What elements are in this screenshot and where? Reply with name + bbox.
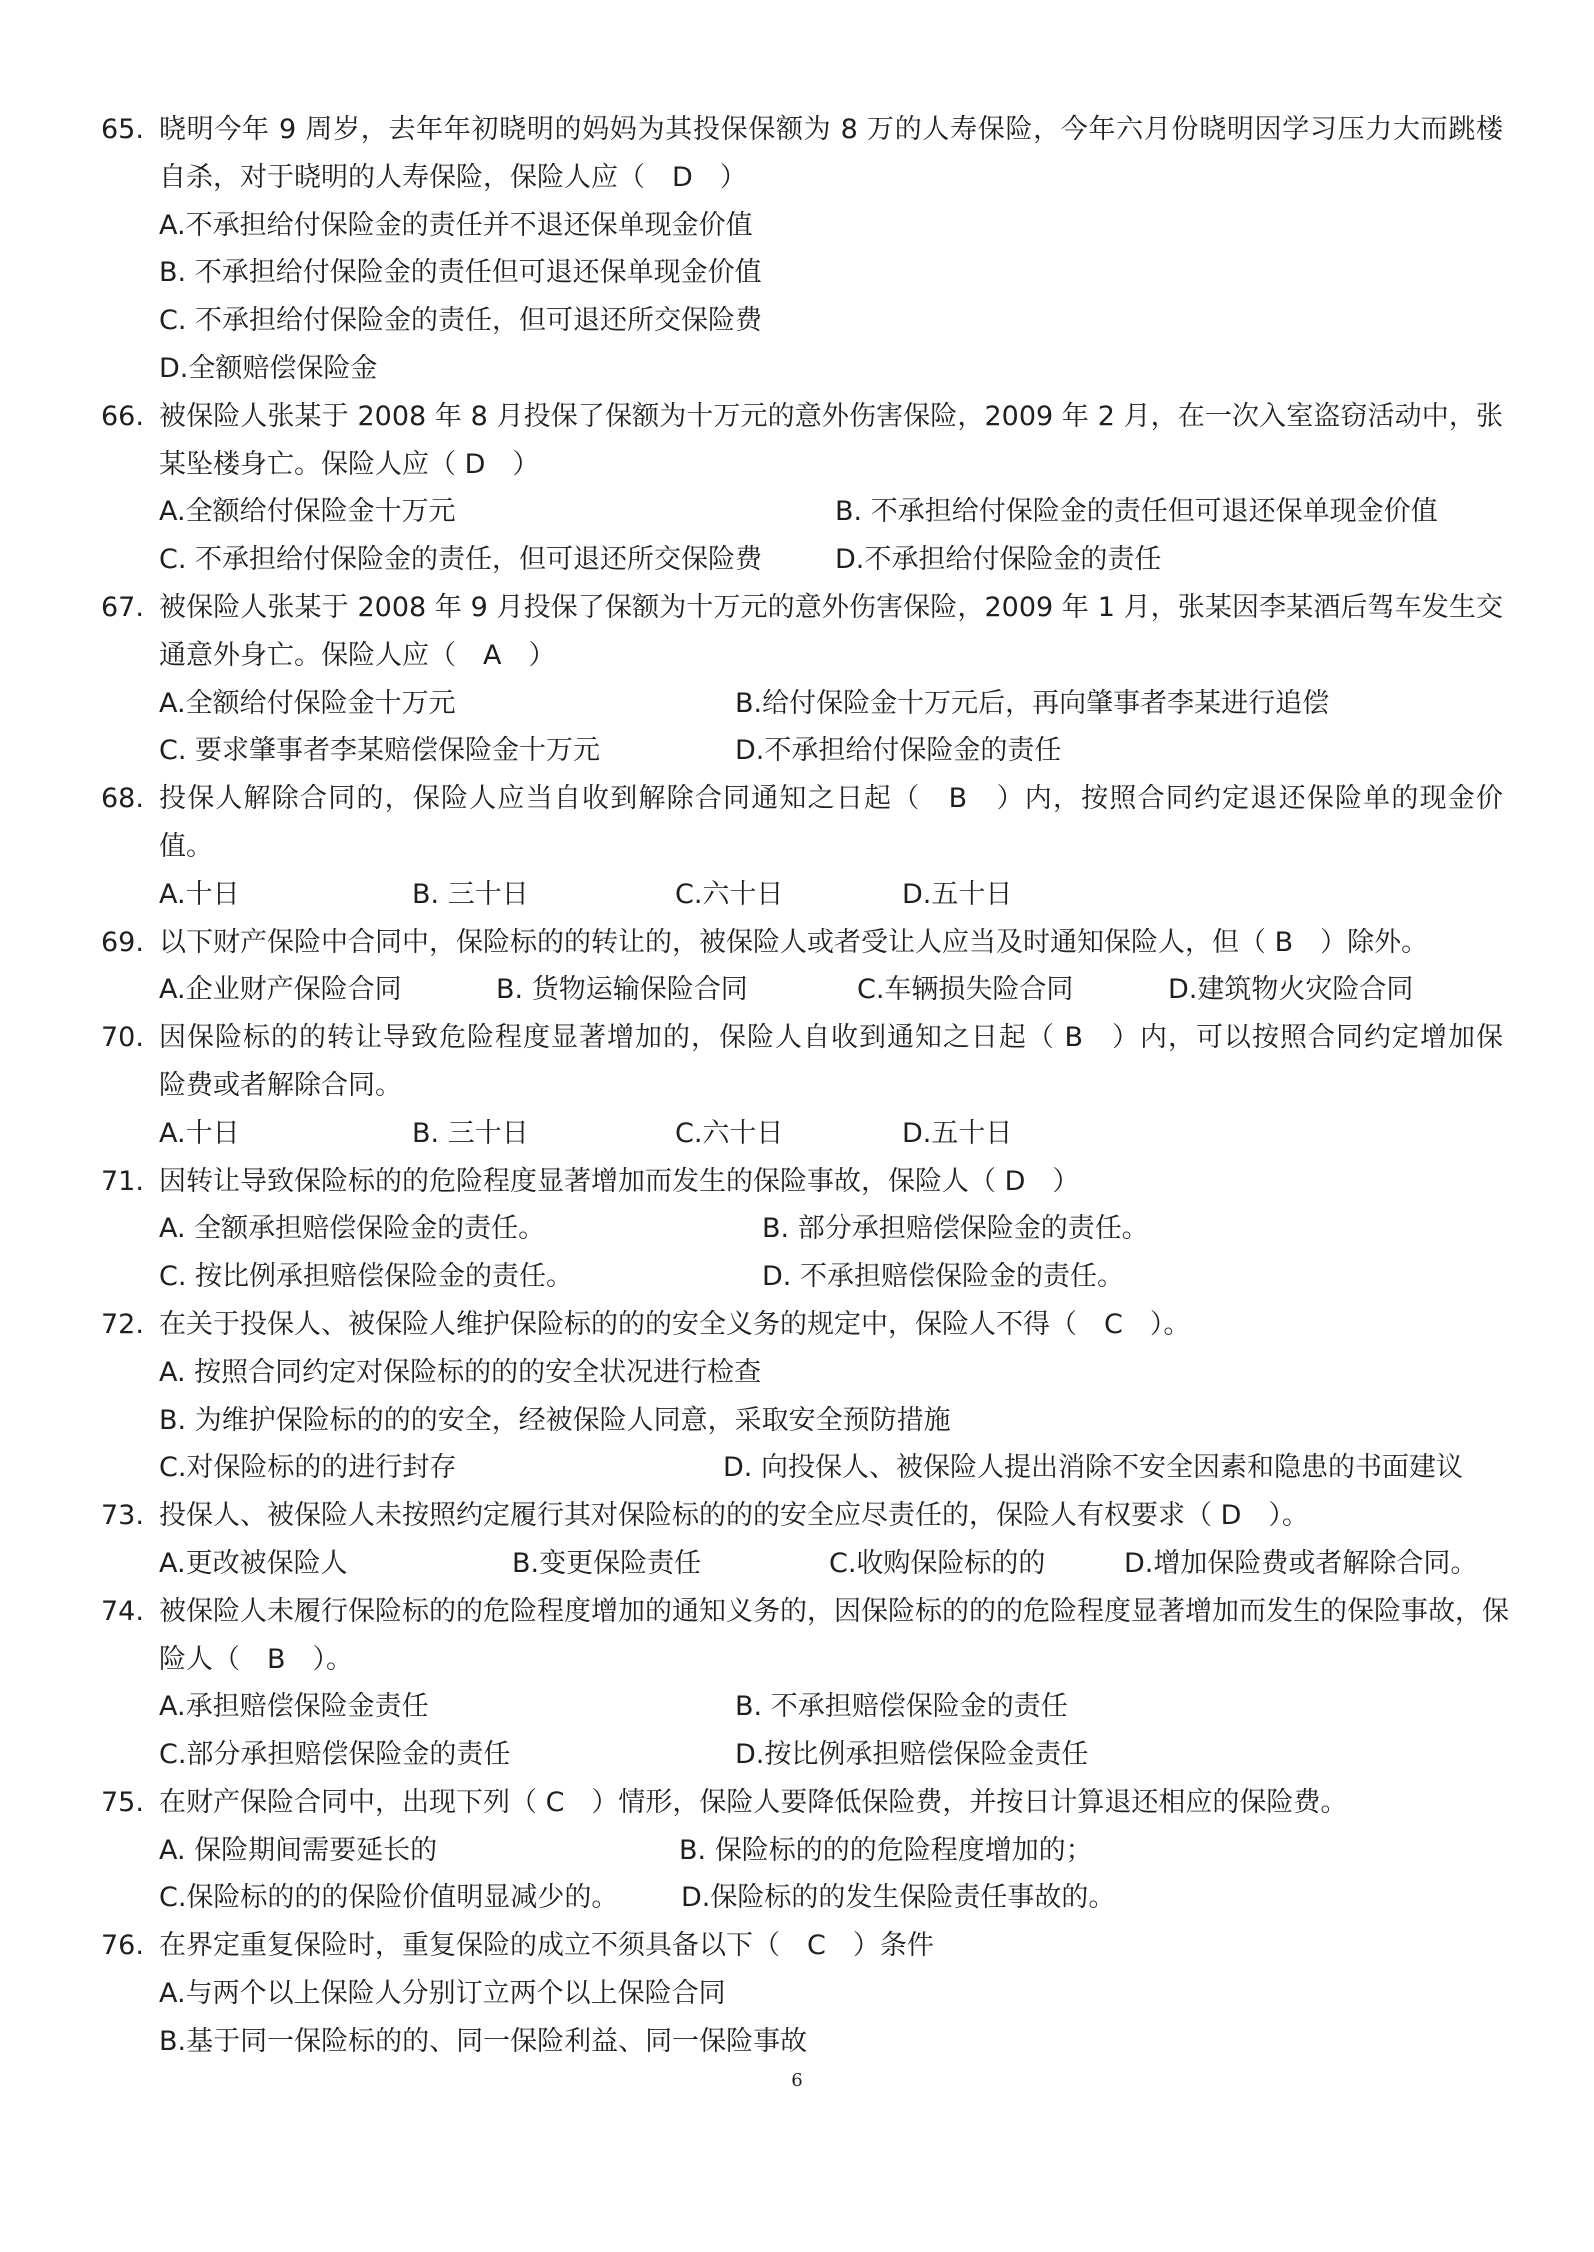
option-d: D.不承担给付保险金的责任 (735, 735, 1062, 767)
option-d: D.五十日 (902, 878, 1013, 910)
question-stem-line (0, 919, 1594, 967)
option-a: A. 保险期间需要延长的 (159, 1834, 438, 1866)
question-text: 因转让导致保险标的的危险程度显著增加而发生的保险事故，保险人（ D ） (159, 1165, 1080, 1197)
question-text: 被保险人张某于 2008 年 9 月投保了保额为十万元的意外伤害保险，2009 年 1 月，张某因李某酒后驾车发生交 (159, 591, 1503, 623)
question-number: 72. (101, 1308, 144, 1340)
option-b: B. 三十日 (412, 1117, 529, 1149)
page-number: 6 (791, 2070, 803, 2091)
option-c: C. 要求肇事者李某赔偿保险金十万元 (159, 735, 601, 767)
question-stem-line (0, 1588, 1594, 1636)
question-stem-line (0, 823, 1594, 871)
option-row (0, 966, 1594, 1014)
option-c: C.收购保险标的的 (829, 1547, 1046, 1579)
option-c: C.对保险标的的进行封存 (159, 1452, 457, 1484)
question-74 (0, 1588, 1594, 1779)
option-b: B. 保险标的的的危险程度增加的； (679, 1834, 1093, 1866)
option-row (0, 1205, 1594, 1253)
question-text: 某坠楼身亡。保险人应（ D ） (159, 448, 540, 480)
question-67 (0, 584, 1594, 775)
question-stem-line (0, 1062, 1594, 1110)
question-number: 73. (101, 1500, 144, 1532)
question-text: 以下财产保险中合同中，保险标的的转让的，被保险人或者受让人应当及时通知保险人，但（ B ）除外。 (159, 926, 1429, 958)
question-68 (0, 775, 1594, 918)
question-stem-line (0, 154, 1594, 202)
option-a: A. 全额承担赔偿保险金的责任。 (159, 1213, 546, 1245)
option-b: B. 三十日 (412, 878, 529, 910)
question-number: 74. (101, 1595, 144, 1627)
question-text: 投保人解除合同的，保险人应当自收到解除合同通知之日起（ B ）内，按照合同约定退还保险单的现金价 (159, 783, 1503, 815)
option-row (0, 2018, 1594, 2066)
question-text: 被保险人张某于 2008 年 8 月投保了保额为十万元的意外伤害保险，2009 年 2 月，在一次入室盗窃活动中，张 (159, 400, 1503, 432)
question-text: 值。 (159, 830, 213, 862)
option-d: D. 不承担赔偿保险金的责任。 (762, 1261, 1124, 1293)
question-71 (0, 1158, 1594, 1301)
option-row (0, 1683, 1594, 1731)
question-stem-line (0, 106, 1594, 154)
option-a: A.更改被保险人 (159, 1547, 348, 1579)
option-a: A.全额给付保险金十万元 (159, 687, 456, 719)
question-stem-line (0, 1492, 1594, 1540)
option-a: A.与两个以上保险人分别订立两个以上保险合同 (159, 1978, 726, 2010)
option-b: B. 不承担给付保险金的责任但可退还保单现金价值 (159, 257, 762, 289)
option-a: A.十日 (159, 1117, 240, 1149)
option-row (0, 536, 1594, 584)
question-number: 76. (101, 1930, 144, 1962)
option-d: D.建筑物火灾险合同 (1168, 974, 1414, 1006)
question-73 (0, 1492, 1594, 1588)
question-text: 险人（ B ）。 (159, 1643, 354, 1675)
option-row (0, 345, 1594, 393)
option-b: B. 为维护保险标的的的安全，经被保险人同意，采取安全预防措施 (159, 1404, 951, 1436)
question-72 (0, 1301, 1594, 1492)
question-number: 69. (101, 926, 144, 958)
option-row (0, 1970, 1594, 2018)
question-number: 65. (101, 114, 144, 145)
option-row (0, 1731, 1594, 1779)
question-text: 投保人、被保险人未按照约定履行其对保险标的的的安全应尽责任的，保险人有权要求（ D ）。 (159, 1500, 1309, 1532)
question-stem-line (0, 1158, 1594, 1206)
question-stem-line (0, 1922, 1594, 1970)
question-text: 通意外身亡。保险人应（ A ） (159, 639, 556, 671)
option-b: B.变更保险责任 (512, 1547, 702, 1579)
question-number: 66. (101, 400, 144, 432)
question-text: 在界定重复保险时，重复保险的成立不须具备以下（ C ）条件 (159, 1930, 934, 1962)
question-list (0, 106, 1594, 2066)
question-text: 被保险人未履行保险标的的危险程度增加的通知义务的，因保险标的的的危险程度显著增加而发生的保险事故，保 (159, 1595, 1509, 1627)
option-row (0, 1874, 1594, 1922)
option-a: A.全额给付保险金十万元 (159, 496, 456, 528)
option-d: D.五十日 (902, 1117, 1013, 1149)
question-text: 因保险标的的转让导致危险程度显著增加的，保险人自收到通知之日起（ B ）内，可以按照合同约定增加保 (159, 1022, 1503, 1054)
option-row (0, 1110, 1594, 1158)
question-70 (0, 1014, 1594, 1157)
option-row (0, 249, 1594, 297)
option-row (0, 1253, 1594, 1301)
option-row (0, 1349, 1594, 1397)
option-b: B. 不承担给付保险金的责任但可退还保单现金价值 (835, 496, 1438, 528)
question-stem-line (0, 584, 1594, 632)
option-a: A.承担赔偿保险金责任 (159, 1691, 429, 1723)
question-text: 险费或者解除合同。 (159, 1069, 402, 1101)
question-number: 71. (101, 1165, 144, 1197)
question-66 (0, 393, 1594, 584)
option-row (0, 1827, 1594, 1875)
option-row (0, 1444, 1594, 1492)
option-row (0, 297, 1594, 345)
option-c: C.六十日 (675, 878, 784, 910)
question-number: 70. (101, 1022, 144, 1054)
option-row (0, 680, 1594, 728)
question-stem-line (0, 1014, 1594, 1062)
option-c: C.部分承担赔偿保险金的责任 (159, 1739, 511, 1771)
option-row (0, 1540, 1594, 1588)
option-row (0, 727, 1594, 775)
question-stem-line (0, 393, 1594, 441)
question-text: 晓明今年 9 周岁，去年年初晓明的妈妈为其投保保额为 8 万的人寿保险，今年六月份晓明因学习压力大而跳楼 (159, 114, 1503, 145)
option-d: D.增加保险费或者解除合同。 (1124, 1547, 1478, 1579)
option-b: B. 不承担赔偿保险金的责任 (735, 1691, 1068, 1723)
question-stem-line (0, 775, 1594, 823)
option-a: A.十日 (159, 878, 240, 910)
option-b: B.给付保险金十万元后，再向肇事者李某进行追偿 (735, 687, 1330, 719)
option-c: C.车辆损失险合同 (857, 974, 1074, 1006)
option-b: B. 货物运输保险合同 (496, 974, 748, 1006)
option-c: C. 不承担给付保险金的责任，但可退还所交保险费 (159, 305, 763, 337)
question-76 (0, 1922, 1594, 2065)
question-stem-line (0, 1636, 1594, 1684)
question-text: 在关于投保人、被保险人维护保险标的的的安全义务的规定中，保险人不得（ C ）。 (159, 1308, 1191, 1340)
option-a: A.企业财产保险合同 (159, 974, 402, 1006)
question-69 (0, 919, 1594, 1015)
option-c: C.保险标的的的保险价值明显减少的。 (159, 1882, 619, 1914)
question-stem-line (0, 1301, 1594, 1349)
option-c: C. 按比例承担赔偿保险金的责任。 (159, 1261, 574, 1293)
option-row (0, 202, 1594, 250)
question-stem-line (0, 1779, 1594, 1827)
question-65 (0, 106, 1594, 393)
option-row (0, 488, 1594, 536)
option-row (0, 1397, 1594, 1445)
option-a: A. 按照合同约定对保险标的的的安全状况进行检查 (159, 1356, 762, 1388)
option-d: D.按比例承担赔偿保险金责任 (735, 1739, 1089, 1771)
option-c: C.六十日 (675, 1117, 784, 1149)
option-c: C. 不承担给付保险金的责任，但可退还所交保险费 (159, 544, 763, 576)
option-b: B.基于同一保险标的的、同一保险利益、同一保险事故 (159, 2025, 808, 2057)
option-d: D.不承担给付保险金的责任 (835, 544, 1162, 576)
option-d: D.全额赔偿保险金 (159, 352, 378, 384)
question-stem-line (0, 632, 1594, 680)
question-number: 67. (101, 591, 144, 623)
question-stem-line (0, 441, 1594, 489)
option-row (0, 871, 1594, 919)
question-75 (0, 1779, 1594, 1922)
option-d: D. 向投保人、被保险人提出消除不安全因素和隐患的书面建议 (723, 1452, 1463, 1484)
option-d: D.保险标的的发生保险责任事故的。 (681, 1882, 1116, 1914)
question-text: 在财产保险合同中，出现下列（ C ）情形，保险人要降低保险费，并按日计算退还相应的保险费。 (159, 1786, 1348, 1818)
question-number: 68. (101, 783, 144, 815)
option-a: A.不承担给付保险金的责任并不退还保单现金价值 (159, 209, 753, 241)
question-text: 自杀，对于晓明的人寿保险，保险人应（ D ） (159, 161, 747, 193)
question-number: 75. (101, 1786, 144, 1818)
option-b: B. 部分承担赔偿保险金的责任。 (762, 1213, 1149, 1245)
